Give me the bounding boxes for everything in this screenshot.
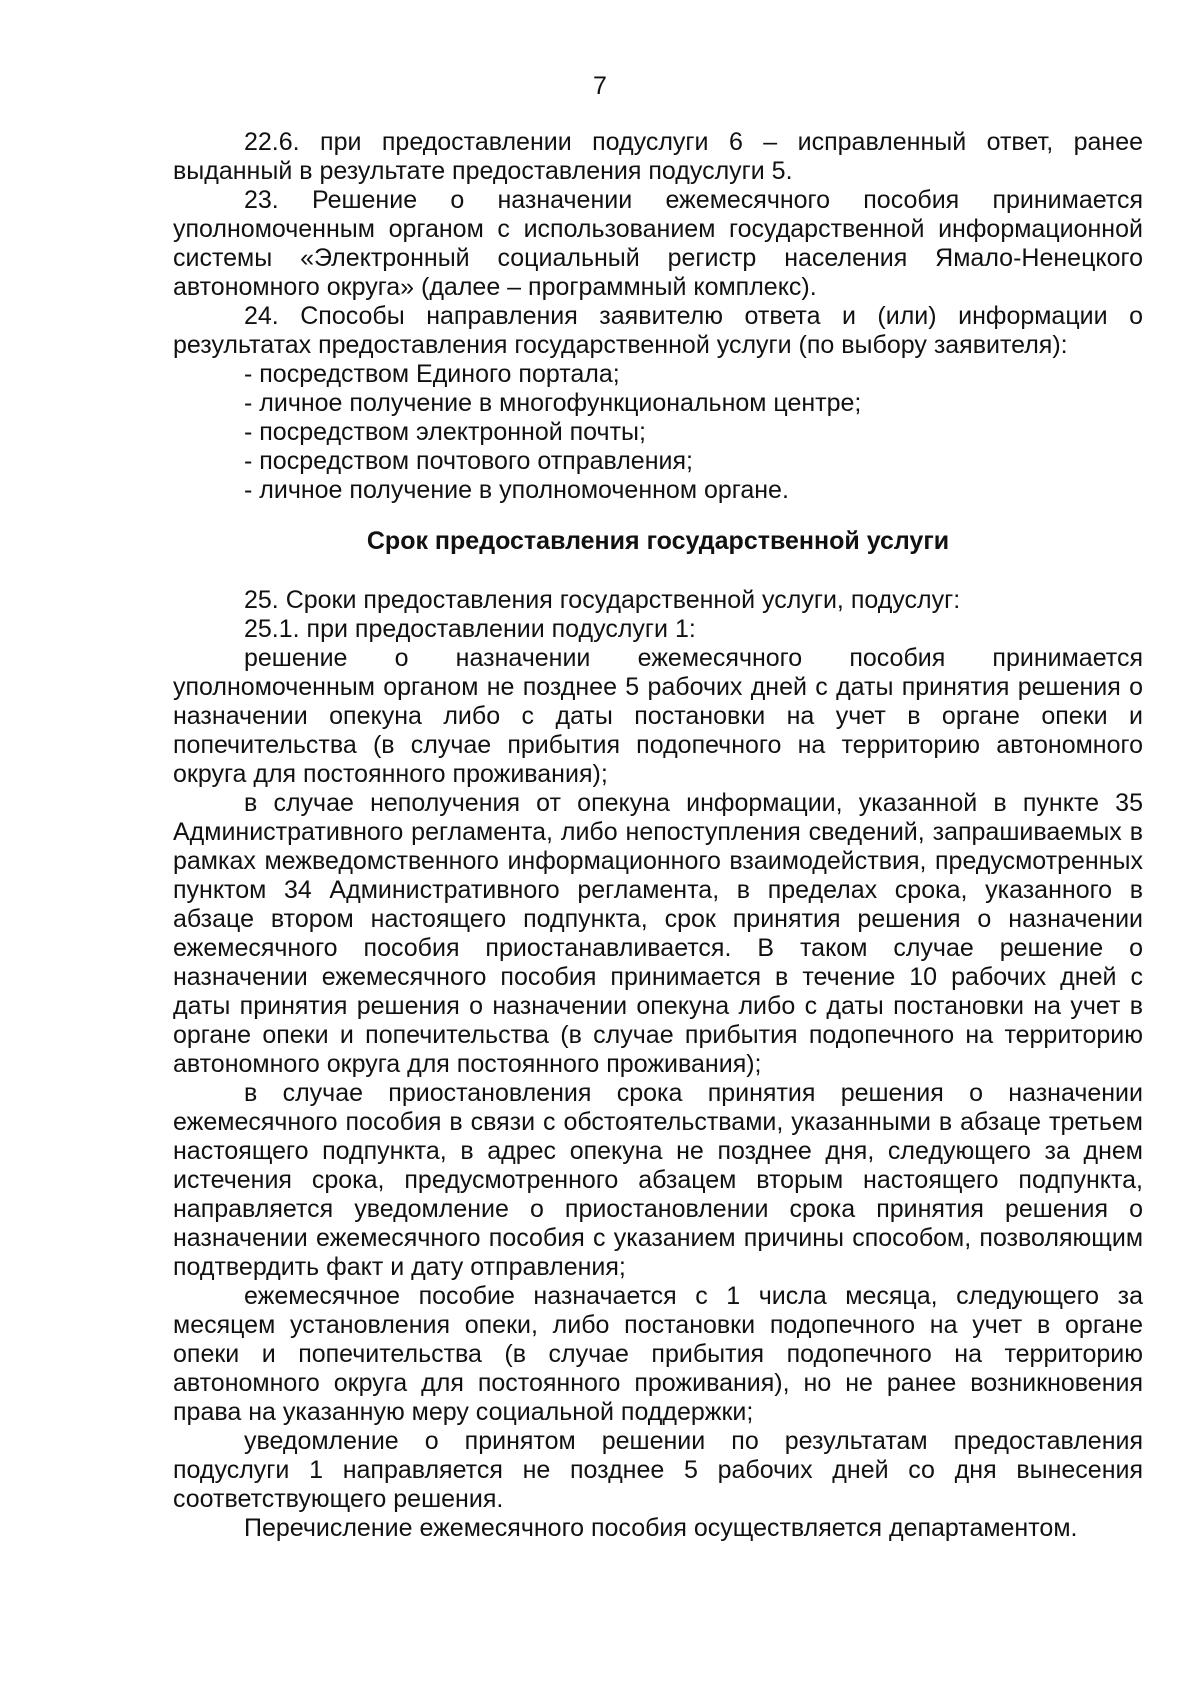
list-item: - личное получение в уполномоченном органе.	[244, 476, 789, 504]
paragraph-decision-deadline: решение о назначении ежемесячного пособия принимается уполномоченным органом не позднее 5 рабочих дней с даты принятия решения о назначении опекуна либо с даты постановки на учет в органе опеки и попечительства (в случае прибытия подопечного на территорию автономного округа для постоянного проживания);	[173, 644, 1143, 788]
delivery-methods-list	[173, 360, 1143, 505]
paragraph-23: 23. Решение о назначении ежемесячного пособия принимается уполномоченным органом с использованием государственной информационной системы «Электронный социальный регистр населения Ямало-Ненецкого автономного округа» (далее – программный комплекс).	[173, 186, 1143, 301]
paragraph-suspension: в случае неполучения от опекуна информации, указанной в пункте 35 Административного регламента, либо непоступления сведений, запрашиваемых в рамках межведомственного информационного взаимодействия, предусмотренных пунктом 34 Административного регламента, в пределах срока, указанного в абзаце втором настоящего подпункта, срок принятия решения о назначении ежемесячного пособия приостанавливается. В таком случае решение о назначении ежемесячного пособия принимается в течение 10 рабочих дней с даты принятия решения о назначении опекуна либо с даты постановки на учет в органе опеки и попечительства (в случае прибытия подопечного на территорию автономного округа для постоянного проживания);	[173, 789, 1143, 1078]
paragraph-transfer: Перечисление ежемесячного пособия осуществляется департаментом.	[244, 1514, 1078, 1542]
paragraph-notification-suspension: в случае приостановления срока принятия решения о назначении ежемесячного пособия в связи с обстоятельствами, указанными в абзаце третьем настоящего подпункта, в адрес опекуна не позднее дня, следующего за днем истечения срока, предусмотренного абзацем вторым настоящего подпункта, направляется уведомление о приостановлении срока принятия решения о назначении ежемесячного пособия с указанием причины способом, позволяющим подтвердить факт и дату отправления;	[173, 1079, 1143, 1281]
paragraph-25: 25. Сроки предоставления государственной услуги, подуслуг:	[244, 586, 961, 614]
list-item: - посредством Единого портала;	[244, 360, 620, 388]
document-body	[173, 128, 1143, 1543]
paragraph-25-1: 25.1. при предоставлении подуслуги 1:	[244, 615, 696, 643]
paragraph-24: 24. Способы направления заявителю ответа и (или) информации о результатах предоставления государственной услуги (по выбору заявителя):	[173, 302, 1143, 359]
list-item: - личное получение в многофункциональном центре;	[244, 389, 862, 417]
paragraph-benefit-assignment: ежемесячное пособие назначается с 1 числа месяца, следующего за месяцем установления опеки, либо постановки подопечного на учет в органе опеки и попечительства (в случае прибытия подопечного на территорию автономного округа для постоянного проживания), но не ранее возникновения права на указанную меру социальной поддержки;	[173, 1282, 1143, 1426]
list-item: - посредством электронной почты;	[244, 418, 646, 446]
page-number: 7	[593, 72, 607, 100]
list-item: - посредством почтового отправления;	[244, 447, 693, 475]
section-heading: Срок предоставления государственной услуги	[366, 527, 950, 555]
paragraph-decision-notification: уведомление о принятом решении по результатам предоставления подуслуги 1 направляется не позднее 5 рабочих дней со дня вынесения соответствующего решения.	[173, 1427, 1143, 1513]
paragraph-22-6: 22.6. при предоставлении подуслуги 6 – исправленный ответ, ранее выданный в результате предоставления подуслуги 5.	[173, 128, 1143, 185]
